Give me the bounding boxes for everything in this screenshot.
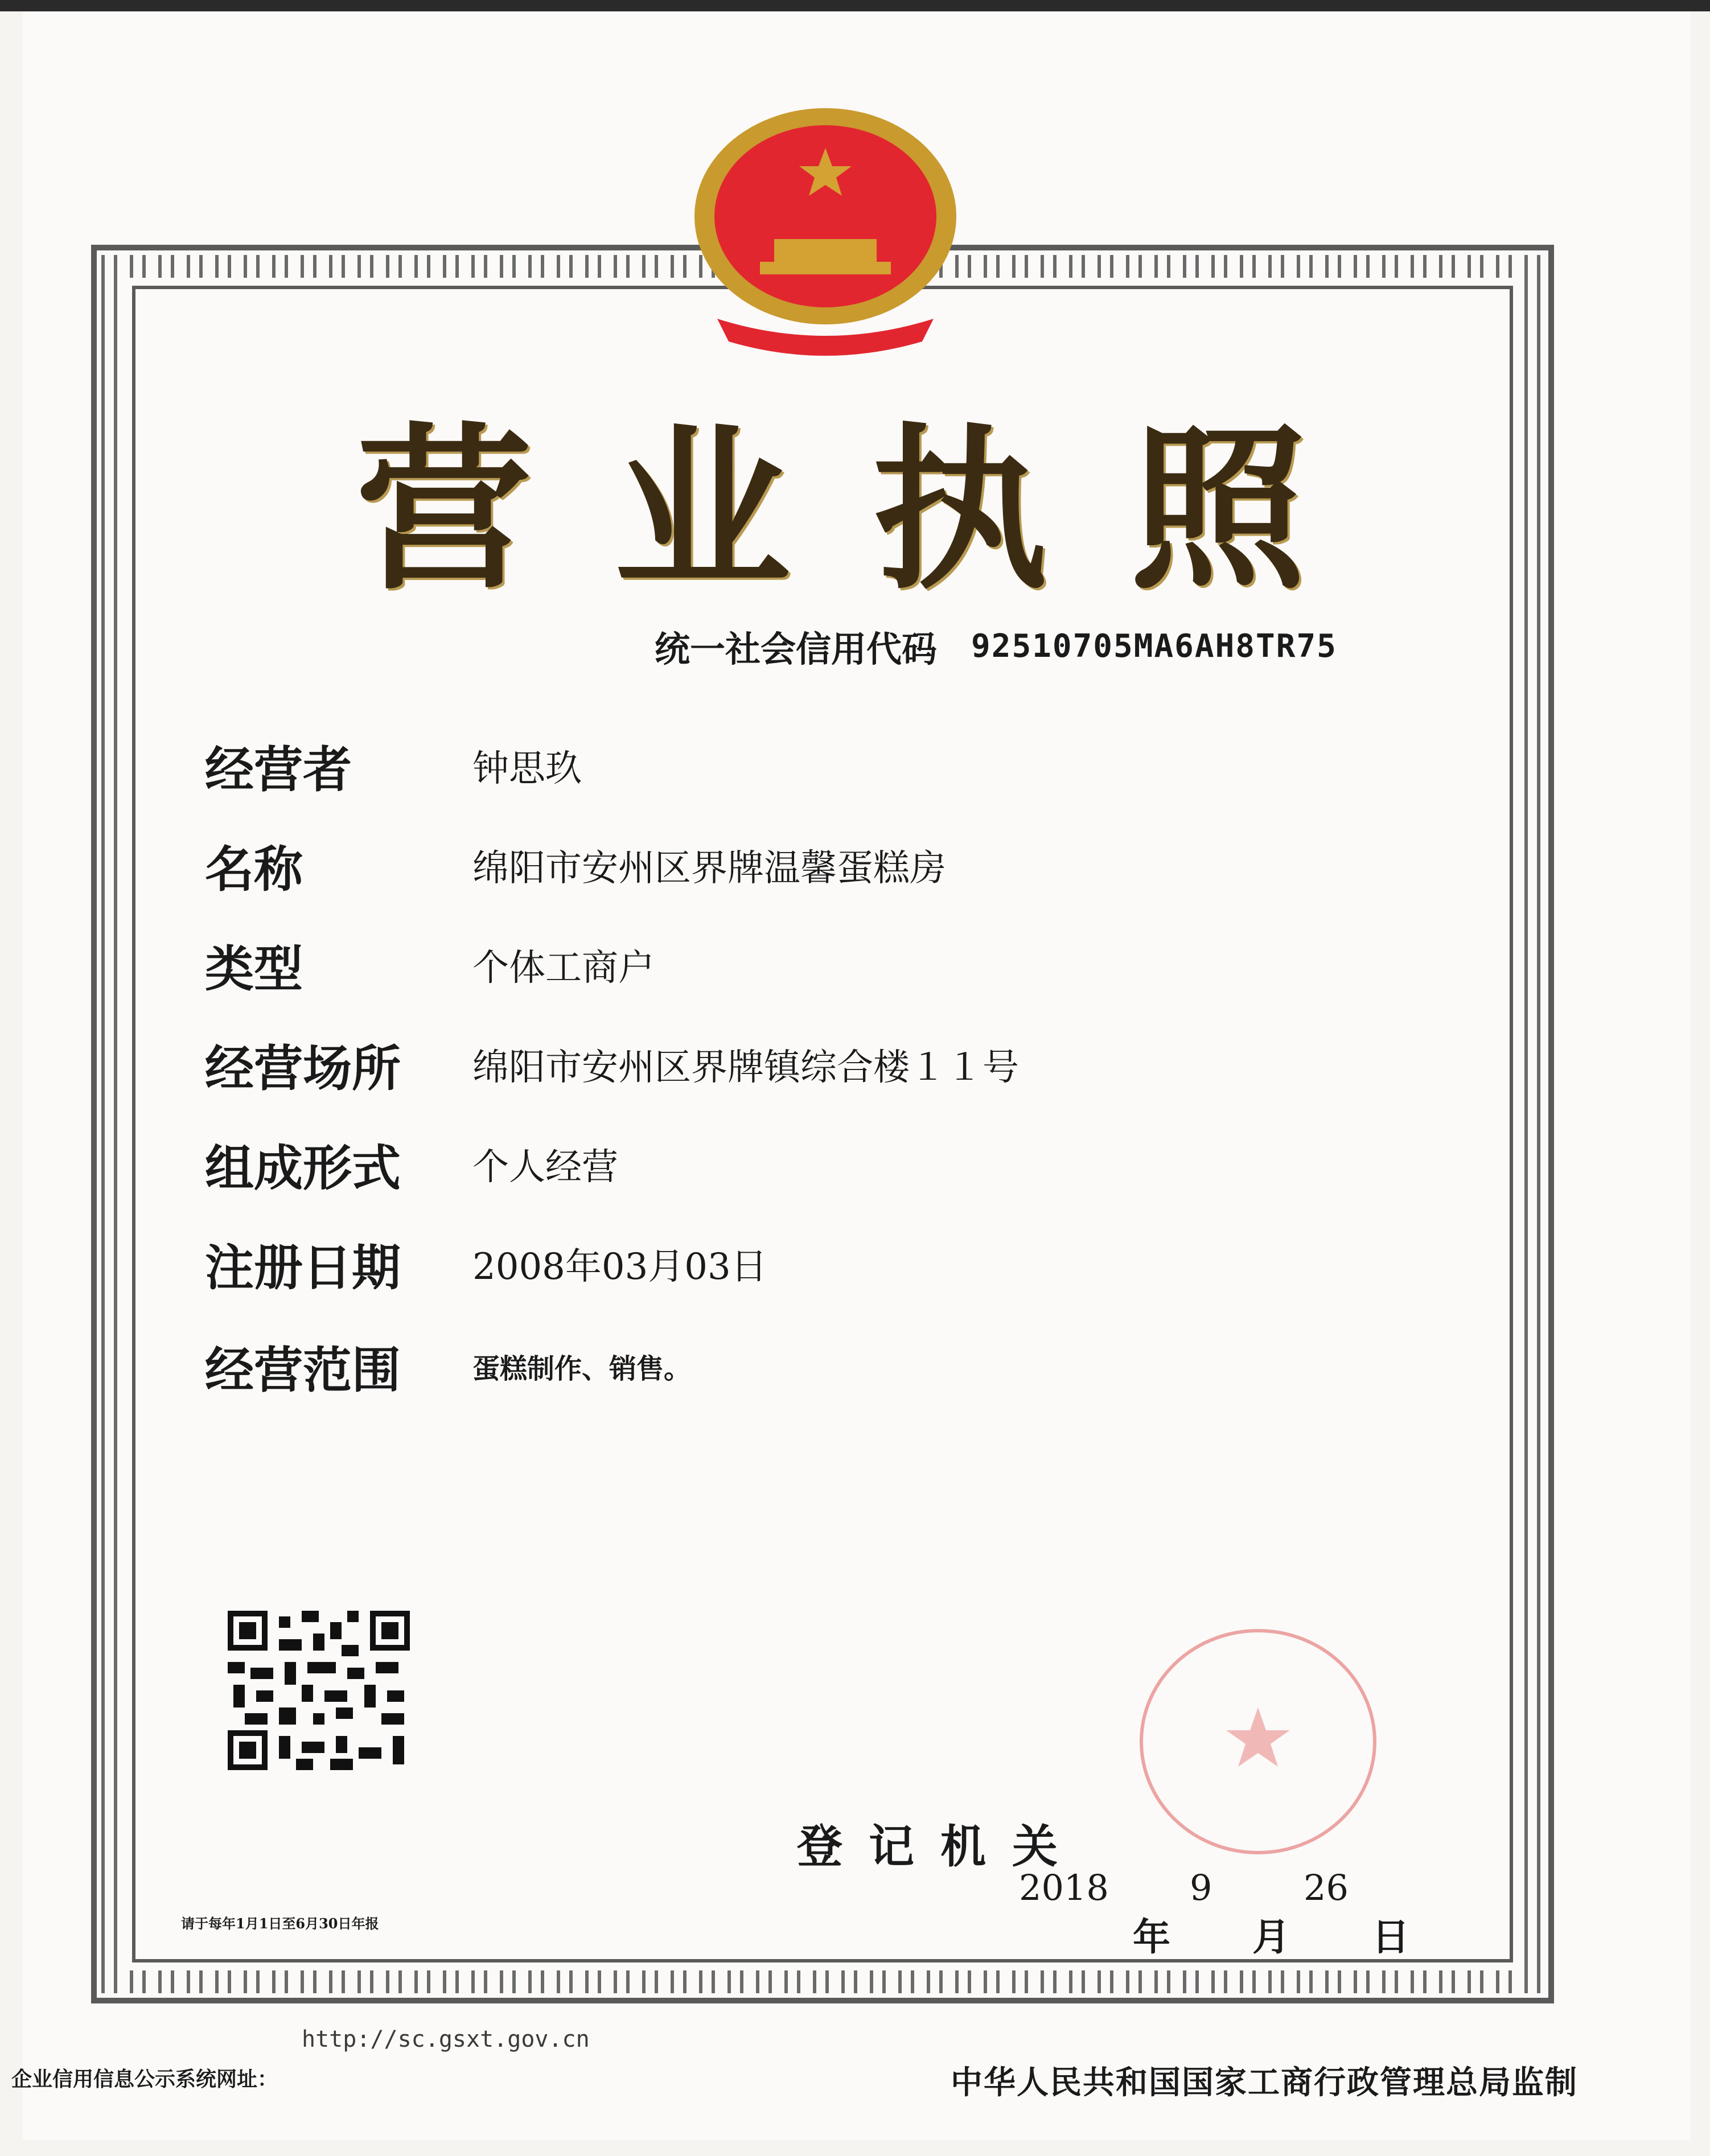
field-label: 组成形式 bbox=[205, 1140, 401, 1197]
field-location bbox=[205, 1033, 1019, 1096]
field-value: 2008年03月03日 bbox=[472, 1246, 767, 1288]
title-char: 业 bbox=[614, 408, 791, 614]
top-edge-strip bbox=[0, 0, 1710, 11]
title-char: 照 bbox=[1129, 408, 1306, 614]
issue-month: 9 bbox=[1190, 1867, 1212, 1908]
field-operator bbox=[205, 734, 582, 797]
year-unit: 年 bbox=[1133, 1915, 1170, 1959]
annual-report-note: 请于每年1月1日至6月30日年报 bbox=[181, 1915, 379, 1932]
field-value: 个体工商户 bbox=[472, 947, 655, 989]
field-value: 蛋糕制作、销售。 bbox=[472, 1352, 692, 1385]
field-value: 绵阳市安州区界牌温馨蛋糕房 bbox=[472, 847, 946, 890]
issue-day: 26 bbox=[1304, 1867, 1349, 1908]
field-label: 经营场所 bbox=[205, 1040, 401, 1097]
field-label: 名称 bbox=[205, 841, 303, 898]
field-label: 经营范围 bbox=[205, 1342, 401, 1399]
field-value: 个人经营 bbox=[472, 1146, 618, 1188]
field-value: 绵阳市安州区界牌镇综合楼１１号 bbox=[472, 1047, 1019, 1089]
credit-code-row bbox=[655, 620, 1337, 672]
site-label: 企业信用信息公示系统网址： bbox=[11, 2067, 278, 2091]
qr-code-icon bbox=[228, 1611, 410, 1770]
credit-code-label: 统一社会信用代码 bbox=[655, 628, 938, 670]
field-business-scope bbox=[205, 1335, 691, 1397]
field-type bbox=[205, 933, 655, 996]
field-label: 注册日期 bbox=[205, 1240, 401, 1297]
field-value: 钟思玖 bbox=[472, 748, 582, 790]
official-seal-icon bbox=[1133, 1622, 1383, 1861]
national-emblem-icon bbox=[666, 102, 985, 370]
field-registration-date bbox=[205, 1232, 767, 1295]
license-title bbox=[342, 398, 1321, 614]
issuer-footer: 中华人民共和国国家工商行政管理总局监制 bbox=[951, 2064, 1578, 2101]
issue-year: 2018 bbox=[1019, 1867, 1109, 1908]
title-char: 营 bbox=[356, 408, 532, 614]
month-unit: 月 bbox=[1252, 1915, 1290, 1959]
field-label: 类型 bbox=[205, 941, 303, 998]
field-name bbox=[205, 834, 946, 896]
day-unit: 日 bbox=[1372, 1915, 1409, 1959]
site-url: http://sc.gsxt.gov.cn bbox=[302, 2026, 590, 2052]
registration-authority: 登记机关 bbox=[797, 1820, 1084, 1873]
title-char: 执 bbox=[872, 408, 1049, 614]
field-form bbox=[205, 1133, 618, 1195]
credit-code-value: 92510705MA6AH8TR75 bbox=[971, 627, 1337, 665]
field-label: 经营者 bbox=[205, 742, 352, 799]
